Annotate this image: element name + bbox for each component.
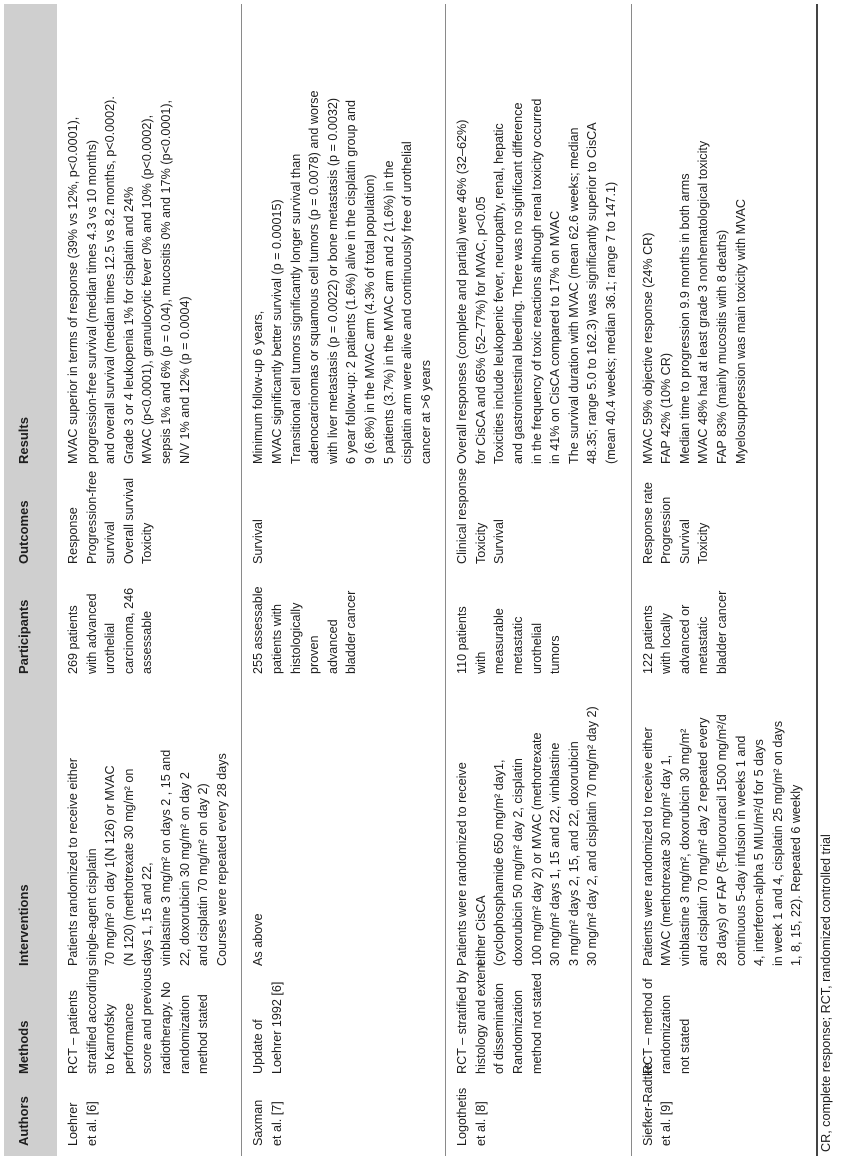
cell-text-line: FAP 83% (mainly mucositis with 8 deaths) [715, 229, 729, 464]
cell-text-line: Survival [251, 519, 266, 564]
cell-text-line: As above [251, 913, 266, 966]
cell-text-line: performance [121, 1003, 136, 1074]
header-participants: Participants [4, 574, 57, 684]
cell-text-line: 4, interferon-alpha 5 MIU/m²/d for 5 days [752, 739, 767, 966]
cell-participants [446, 574, 631, 684]
cell-text-line: Patients randomized to receive either [66, 758, 80, 966]
cell-methods [446, 961, 631, 1084]
cell-text-line: cancer at >6 years [418, 360, 433, 464]
cell-authors [446, 1084, 631, 1156]
cell-text-line: Minimum follow-up 6 years, [251, 310, 266, 464]
cell-text-line: and gastrointestinal bleeding. There was no significant difference [511, 102, 526, 464]
cell-text-line: Toxicity [473, 522, 488, 564]
cell-text-line: MVAC (methotrexate 30 mg/m² day 1, [659, 754, 674, 966]
cell-text-line: 255 assessable [251, 586, 266, 674]
table-row [242, 4, 446, 1156]
cell-text-line: Logothetis [455, 1087, 470, 1146]
cell-text-line: Response rate [640, 482, 655, 564]
table-footnote: CR, complete response; RCT, randomized controlled trial [819, 834, 833, 1152]
cell-text-line: continuous 5-day infusion in weeks 1 and [733, 735, 748, 966]
cell-text-line: stratified according [84, 968, 99, 1074]
cell-outcomes [631, 474, 817, 574]
cell-outcomes [242, 474, 446, 574]
cell-text-line: 30 mg/m² day 2, and cisplatin 70 mg/m² day 2) [585, 706, 600, 966]
cell-text-line: Patients were randomized to receive [455, 762, 470, 966]
cell-authors [57, 1084, 242, 1156]
cell-participants [631, 574, 817, 684]
cell-text-line: Progression-free [84, 470, 99, 564]
header-interventions: Interventions [4, 684, 57, 976]
cell-text-line: assessable [140, 610, 155, 674]
cell-text-line: metastatic [511, 616, 526, 674]
cell-text-line: (cyclophosphamide 650 mg/m² day1, [492, 759, 507, 966]
cell-text-line: adenocarcinomas or squamous cell tumors (p = 0.0078) and worse [307, 90, 322, 464]
cell-text-line: RCT – patients [66, 990, 80, 1074]
cell-outcomes [57, 470, 242, 574]
cell-text-line: progression-free survival (median times 4.3 vs 10 months) [84, 139, 99, 464]
cell-text-line: 30 mg/m² days 1, 15 and 22, vinblastine [548, 742, 563, 966]
cell-text-line: Toxicities include leukopenic fever, neuropathy, renal, hepatic [492, 123, 507, 464]
cell-text-line: FAP 42% (10% CR) [659, 352, 674, 464]
cell-methods [631, 976, 817, 1084]
header-outcomes: Outcomes [4, 474, 57, 574]
cell-text-line: 70 mg/m² on day 1(N 126) or MVAC [103, 765, 118, 966]
table-row [631, 4, 817, 1156]
cell-text-line: method stated [196, 994, 211, 1074]
table-row [57, 4, 242, 1156]
cell-outcomes [446, 468, 631, 574]
cell-text-line: Survival [677, 519, 692, 564]
cell-text-line: urothelial [529, 622, 544, 674]
cell-text-line: Loehrer 1992 [6] [269, 981, 284, 1074]
cell-interventions [446, 684, 631, 976]
table-header-row [4, 4, 57, 1156]
cell-text-line: advanced or [677, 604, 692, 674]
cell-text-line: single-agent cisplatin [84, 848, 99, 966]
cell-text-line: either CisCA [473, 895, 488, 966]
cell-text-line: urothelial [103, 622, 118, 674]
cell-text-line: histology and extent [473, 961, 488, 1074]
cell-authors [631, 1062, 817, 1156]
results-table [4, 4, 818, 1156]
cell-text-line: 22, doxorubicin 30 mg/m² on day 2 [177, 772, 192, 966]
cell-text-line: in week 1 and 4, cisplatin 25 mg/m² on days [770, 720, 785, 966]
cell-text-line: for CisCA and 65% (52–77%) for MVAC, p<0.05 [473, 196, 488, 464]
cell-text-line: and cisplatin 70 mg/m² on day 2) [196, 783, 211, 966]
cell-text-line: sepsis 1% and 6% (p = 0.04), mucositis 0% and 17% (p<0.0001), [158, 99, 173, 464]
cell-text-line: randomization [177, 994, 192, 1074]
cell-text-line: et al. [6] [84, 1101, 99, 1146]
cell-text-line: cisplatin arm were alive and continuously free of urothelial [400, 141, 415, 464]
table-row [446, 4, 631, 1156]
header-results: Results [4, 4, 57, 474]
cell-text-line: Overall survival [121, 477, 136, 564]
cell-text-line: MVAC (p<0.0001), granulocytic fever 0% and 10% (p<0.0002), [140, 114, 155, 464]
cell-text-line: RCT – stratified by [455, 969, 470, 1074]
cell-text-line: MVAC significantly better survival (p = 0.00015) [269, 199, 284, 464]
cell-text-line: doxorubicin 50 mg/m² day 2, cisplatin [511, 758, 526, 966]
cell-text-line: RCT – method of [640, 978, 655, 1074]
cell-text-line: (N 120) (methotrexate 30 mg/m² on [121, 768, 136, 966]
cell-text-line: vinblastine 3 mg/m² on days 2 , 15 and [158, 749, 173, 966]
cell-text-line: in 41% on CisCA compared to 17% on MVAC [548, 210, 563, 464]
cell-text-line: advanced [325, 619, 340, 674]
cell-text-line: bladder cancer [344, 590, 359, 674]
cell-text-line: 9 (6.8%) in the MVAC arm (4.3% of total population) [362, 174, 377, 464]
cell-results [57, 4, 242, 474]
cell-participants [57, 574, 242, 684]
cell-text-line: N/V 1% and 12% (p = 0.0004) [177, 296, 192, 464]
cell-text-line: score and previous [140, 967, 155, 1074]
cell-text-line: Overall responses (complete and partial) were 46% (32–62%) [455, 119, 470, 464]
cell-text-line: 3 mg/m² days 2, 15, and 22, doxorubicin [566, 741, 581, 966]
cell-text-line: Clinical response [455, 468, 470, 564]
cell-text-line: metastatic [696, 616, 711, 674]
cell-text-line: Saxman [251, 1099, 266, 1146]
cell-authors [242, 1084, 446, 1156]
cell-text-line: Siefker-Radtke [640, 1062, 655, 1146]
cell-text-line: 5 patients (3.7%) in the MVAC arm and 2 (1.6%) in the [381, 160, 396, 464]
cell-text-line: MVAC 48% had at least grade 3 nonhematological toxicity [696, 140, 711, 464]
cell-text-line: measurable [492, 608, 507, 674]
cell-text-line: Courses were repeated every 28 days [214, 753, 229, 966]
cell-interventions [57, 684, 242, 976]
cell-results [446, 4, 631, 474]
cell-text-line: et al. [7] [269, 1101, 284, 1146]
cell-text-line: et al. [9] [659, 1101, 674, 1146]
cell-text-line: radiotherapy. No [158, 981, 173, 1074]
cell-text-line: 1, 8, 15, 22). Repeated 6 weekly [789, 784, 804, 966]
cell-text-line: to Karnofsky [103, 1004, 118, 1074]
cell-text-line: bladder cancer [715, 590, 729, 674]
table-body [57, 4, 817, 1156]
cell-text-line: et al. [8] [473, 1101, 488, 1146]
cell-text-line: with liver metastasis (p = 0.0022) or bone metastasis (p = 0.0032) [325, 97, 340, 464]
cell-text-line: Transitional cell tumors significantly longer survival than [288, 153, 303, 464]
header-authors: Authors [4, 1084, 57, 1156]
cell-text-line: Myelosuppression was main toxicity with MVAC [733, 198, 748, 464]
cell-text-line: Toxicity [140, 522, 155, 564]
cell-text-line: 122 patients [640, 605, 655, 674]
cell-text-line: MVAC superior in terms of response (39% vs 12%, p<0.0001), [66, 116, 80, 464]
cell-text-line: in the frequency of toxic reactions although renal toxicity occurred [529, 98, 544, 464]
cell-text-line: MVAC 59% objective response (24% CR) [640, 232, 655, 464]
cell-methods [242, 976, 446, 1084]
cell-participants [242, 574, 446, 684]
cell-text-line: with [473, 651, 488, 674]
cell-text-line: tumors [548, 635, 563, 674]
cell-text-line: and cisplatin 70 mg/m² day 2 repeated every [696, 717, 711, 966]
cell-text-line: 28 days) or FAP (5-fluorouracil 1500 mg/m²/d [715, 714, 729, 966]
cell-text-line: The survival duration with MVAC (mean 62.6 weeks; median [566, 127, 581, 464]
cell-text-line: 48.35; range 5.0 to 162.3) was significantly superior to CisCA [585, 122, 600, 464]
cell-text-line: with locally [659, 613, 674, 674]
cell-text-line: Grade 3 or 4 leukopenia 1% for cisplatin and 24% [121, 186, 136, 464]
cell-text-line: randomization [659, 994, 674, 1074]
cell-text-line: method not stated [529, 973, 544, 1074]
cell-text-line: and overall survival (median times 12.5 vs 8.2 months, p<0.0002). [103, 96, 118, 464]
cell-text-line: patients with [269, 603, 284, 674]
cell-text-line: Median time to progression 9.9 months in both arms [677, 173, 692, 464]
cell-text-line: 269 patients [66, 605, 80, 674]
cell-text-line: histologically [288, 602, 303, 674]
cell-text-line: days 1, 15 and 22, [140, 862, 155, 966]
cell-text-line: of dissemination [492, 982, 507, 1074]
cell-text-line: (mean 40.4 weeks; median 36.1; range 7 to 147.1) [604, 181, 619, 464]
cell-text-line: vinblastine 3 mg/m², doxorubicin 30 mg/m² [677, 728, 692, 966]
cell-text-line: Update of [251, 1019, 266, 1074]
cell-text-line: 6 year follow-up: 2 patients (1.6%) alive in the cisplatin group and [344, 99, 359, 464]
cell-text-line: 100 mg/m² day 2) or MVAC (methotrexate [529, 732, 544, 966]
cell-results [242, 4, 446, 474]
cell-text-line: carcinoma, 246 [121, 587, 136, 674]
cell-text-line: Loehrer [66, 1102, 80, 1146]
cell-text-line: Toxicity [696, 522, 711, 564]
cell-text-line: Progression [659, 496, 674, 564]
header-methods: Methods [4, 976, 57, 1084]
cell-text-line: Randomization [511, 989, 526, 1074]
cell-text-line: not stated [677, 1018, 692, 1074]
cell-text-line: survival [103, 521, 118, 564]
cell-text-line: Response [66, 507, 80, 564]
cell-results [631, 4, 817, 474]
cell-methods [57, 967, 242, 1084]
cell-text-line: proven [307, 635, 322, 674]
cell-interventions [242, 684, 446, 976]
cell-interventions [631, 684, 817, 976]
cell-text-line: 110 patients [455, 606, 470, 674]
cell-text-line: with advanced [84, 593, 99, 674]
cell-text-line: Survival [492, 519, 507, 564]
cell-text-line: Patients were randomized to receive either [640, 727, 655, 966]
